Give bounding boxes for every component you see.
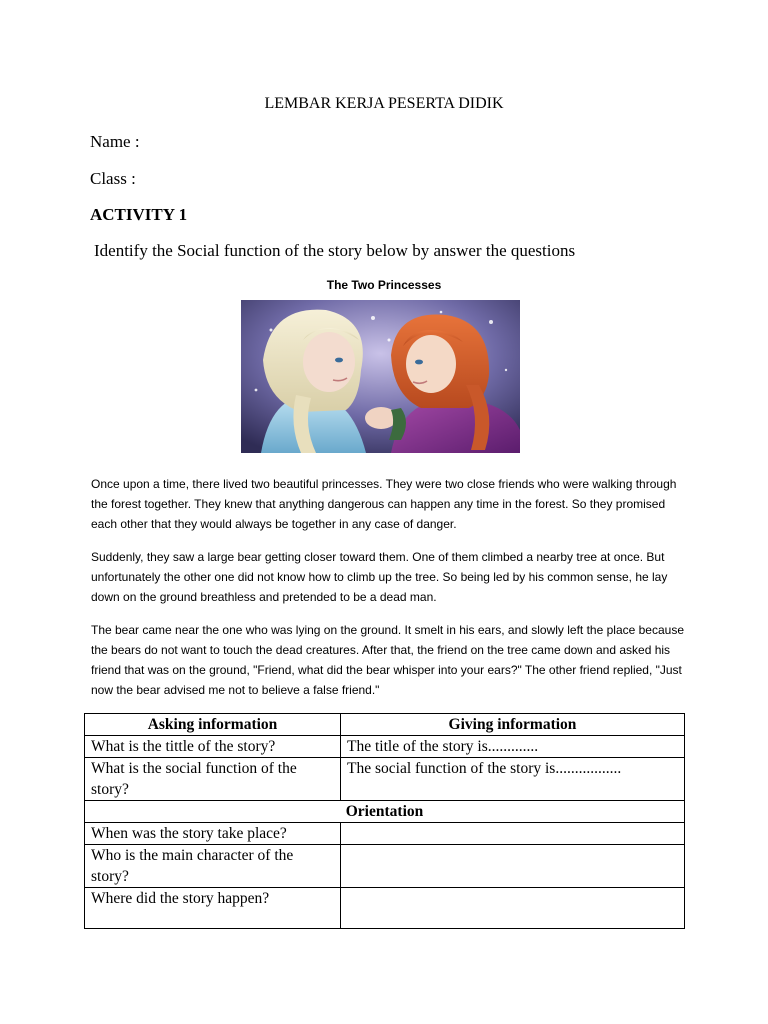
story-title: The Two Princesses xyxy=(326,278,442,292)
story-illustration xyxy=(241,300,520,453)
question-cell: When was the story take place? xyxy=(85,823,341,845)
story-paragraph-3: The bear came near the one who was lying on the ground. It smelt in his ears, and slowly left the place because the bears do not want to touch the dead creatures. After that, the friend on the tree came down and asked his friend that was on the ground, "Friend, what did the bear whisper into your ears?" The other friend replied, "Just now the bear advised me not to believe a false friend." xyxy=(91,623,685,697)
story-paragraph-2: Suddenly, they saw a large bear getting closer toward them. One of them climbed a nearby tree at once. But unfortunately the other one did not know how to climb up the tree. So being led by his common sense, he lay down on the ground breathless and pretended to be a dead man. xyxy=(91,550,668,604)
question-cell: Who is the main character of the story? xyxy=(85,845,341,888)
story-paragraph-1: Once upon a time, there lived two beautiful princesses. They were two close friends who were walking through the forest together. They knew that anything dangerous can happen any time in the forest. So they promised each other that they would always be together in any case of danger. xyxy=(91,477,677,531)
table-row xyxy=(85,736,685,758)
page-title: LEMBAR KERJA PESERTA DIDIK xyxy=(264,95,504,112)
instruction-text: Identify the Social function of the story below by answer the questions xyxy=(94,241,576,260)
table-row xyxy=(85,888,685,929)
answer-cell[interactable] xyxy=(341,888,685,929)
asking-information-header: Asking information xyxy=(85,714,341,736)
class-label: Class : xyxy=(90,169,136,188)
giving-information-header: Giving information xyxy=(341,714,685,736)
answer-cell[interactable]: The title of the story is............. xyxy=(341,736,685,758)
table-row xyxy=(85,845,685,888)
question-cell: What is the social function of the story? xyxy=(85,758,341,801)
answer-cell[interactable]: The social function of the story is................. xyxy=(341,758,685,801)
section-row xyxy=(85,801,685,823)
table-row xyxy=(85,823,685,845)
question-cell: What is the tittle of the story? xyxy=(85,736,341,758)
answer-cell[interactable] xyxy=(341,823,685,845)
name-label: Name : xyxy=(90,132,140,151)
table-header-row xyxy=(85,714,685,736)
activity-heading: ACTIVITY 1 xyxy=(90,205,188,224)
question-table xyxy=(84,713,685,929)
answer-cell[interactable] xyxy=(341,845,685,888)
question-cell: Where did the story happen? xyxy=(85,888,341,929)
orientation-section-header: Orientation xyxy=(85,801,685,823)
table-row xyxy=(85,758,685,801)
